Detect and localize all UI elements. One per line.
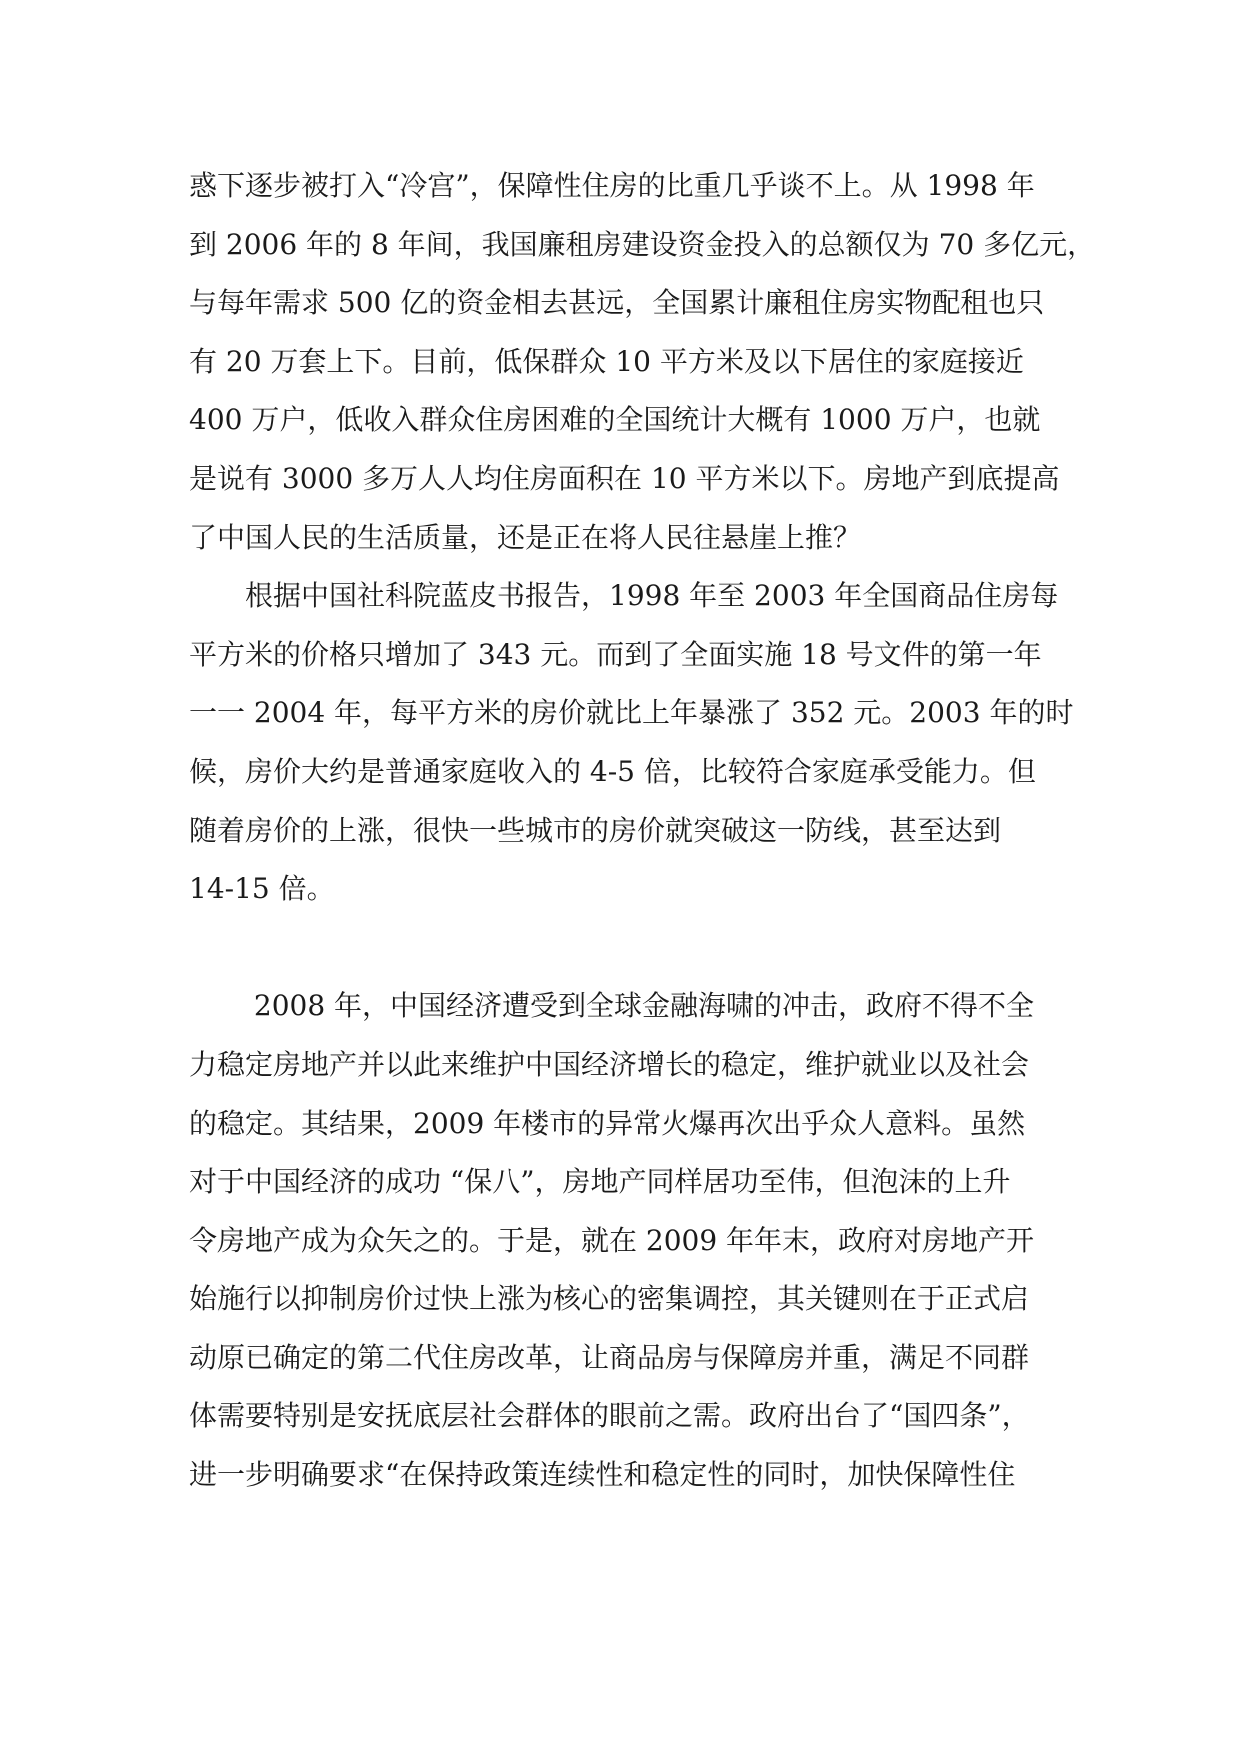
text-line: 是说有 3000 多万人人均住房面积在 10 平方米以下。房地产到底提高	[189, 461, 1060, 495]
text-line: 与每年需求 500 亿的资金相去甚远，全国累计廉租住房实物配租也只	[189, 286, 1045, 320]
text-line: 始施行以抑制房价过快上涨为核心的密集调控，其关键则在于正式启	[189, 1282, 1030, 1316]
text-line: 一一 2004 年，每平方米的房价就比上年暴涨了 352 元。2003 年的时	[189, 696, 1074, 730]
text-line: 令房地产成为众矢之的。于是，就在 2009 年年末，政府对房地产开	[189, 1223, 1035, 1257]
text-line: 对于中国经济的成功 “保八”，房地产同样居功至伟，但泡沫的上升	[189, 1165, 1011, 1199]
paragraph-1	[189, 157, 1096, 567]
text-line: 平方米的价格只增加了 343 元。而到了全面实施 18 号文件的第一年	[189, 637, 1042, 671]
text-line: 进一步明确要求“在保持政策连续性和稳定性的同时，加快保障性住	[189, 1458, 1016, 1492]
text-line: 动原已确定的第二代住房改革，让商品房与保障房并重，满足不同群	[189, 1340, 1030, 1374]
text-line: 的稳定。其结果，2009 年楼市的异常火爆再次出乎众人意料。虽然	[189, 1106, 1026, 1140]
text-line: 根据中国社科院蓝皮书报告，1998 年至 2003 年全国商品住房每	[189, 579, 1059, 613]
paragraph-3	[189, 977, 1069, 1504]
text-line: 400 万户，低收入群众住房困难的全国统计大概有 1000 万户，也就	[189, 403, 1041, 437]
text-line: 14-15 倍。	[189, 872, 335, 906]
text-line: 有 20 万套上下。目前，低保群众 10 平方米及以下居住的家庭接近	[189, 344, 1024, 378]
text-line: 到 2006 年的 8 年间，我国廉租房建设资金投入的总额仅为 70 多亿元，	[189, 227, 1096, 261]
body-text	[189, 157, 1096, 1505]
text-line	[189, 919, 1069, 978]
text-line: 2008 年，中国经济遭受到全球金融海啸的冲击，政府不得不全	[189, 989, 1035, 1023]
text-line: 候，房价大约是普通家庭收入的 4-5 倍，比较符合家庭承受能力。但	[189, 754, 1036, 788]
text-line: 力稳定房地产并以此来维护中国经济增长的稳定，维护就业以及社会	[189, 1047, 1030, 1081]
text-line: 了中国人民的生活质量，还是正在将人民往悬崖上推？	[189, 520, 862, 554]
text-line: 惑下逐步被打入“冷宫”，保障性住房的比重几乎谈不上。从 1998 年	[189, 169, 1035, 202]
paragraph-2	[189, 567, 1074, 977]
text-line: 体需要特别是安抚底层社会群体的眼前之需。政府出台了“国四条”，	[189, 1399, 1030, 1433]
text-line: 随着房价的上涨，很快一些城市的房价就突破这一防线，甚至达到	[189, 813, 1002, 847]
